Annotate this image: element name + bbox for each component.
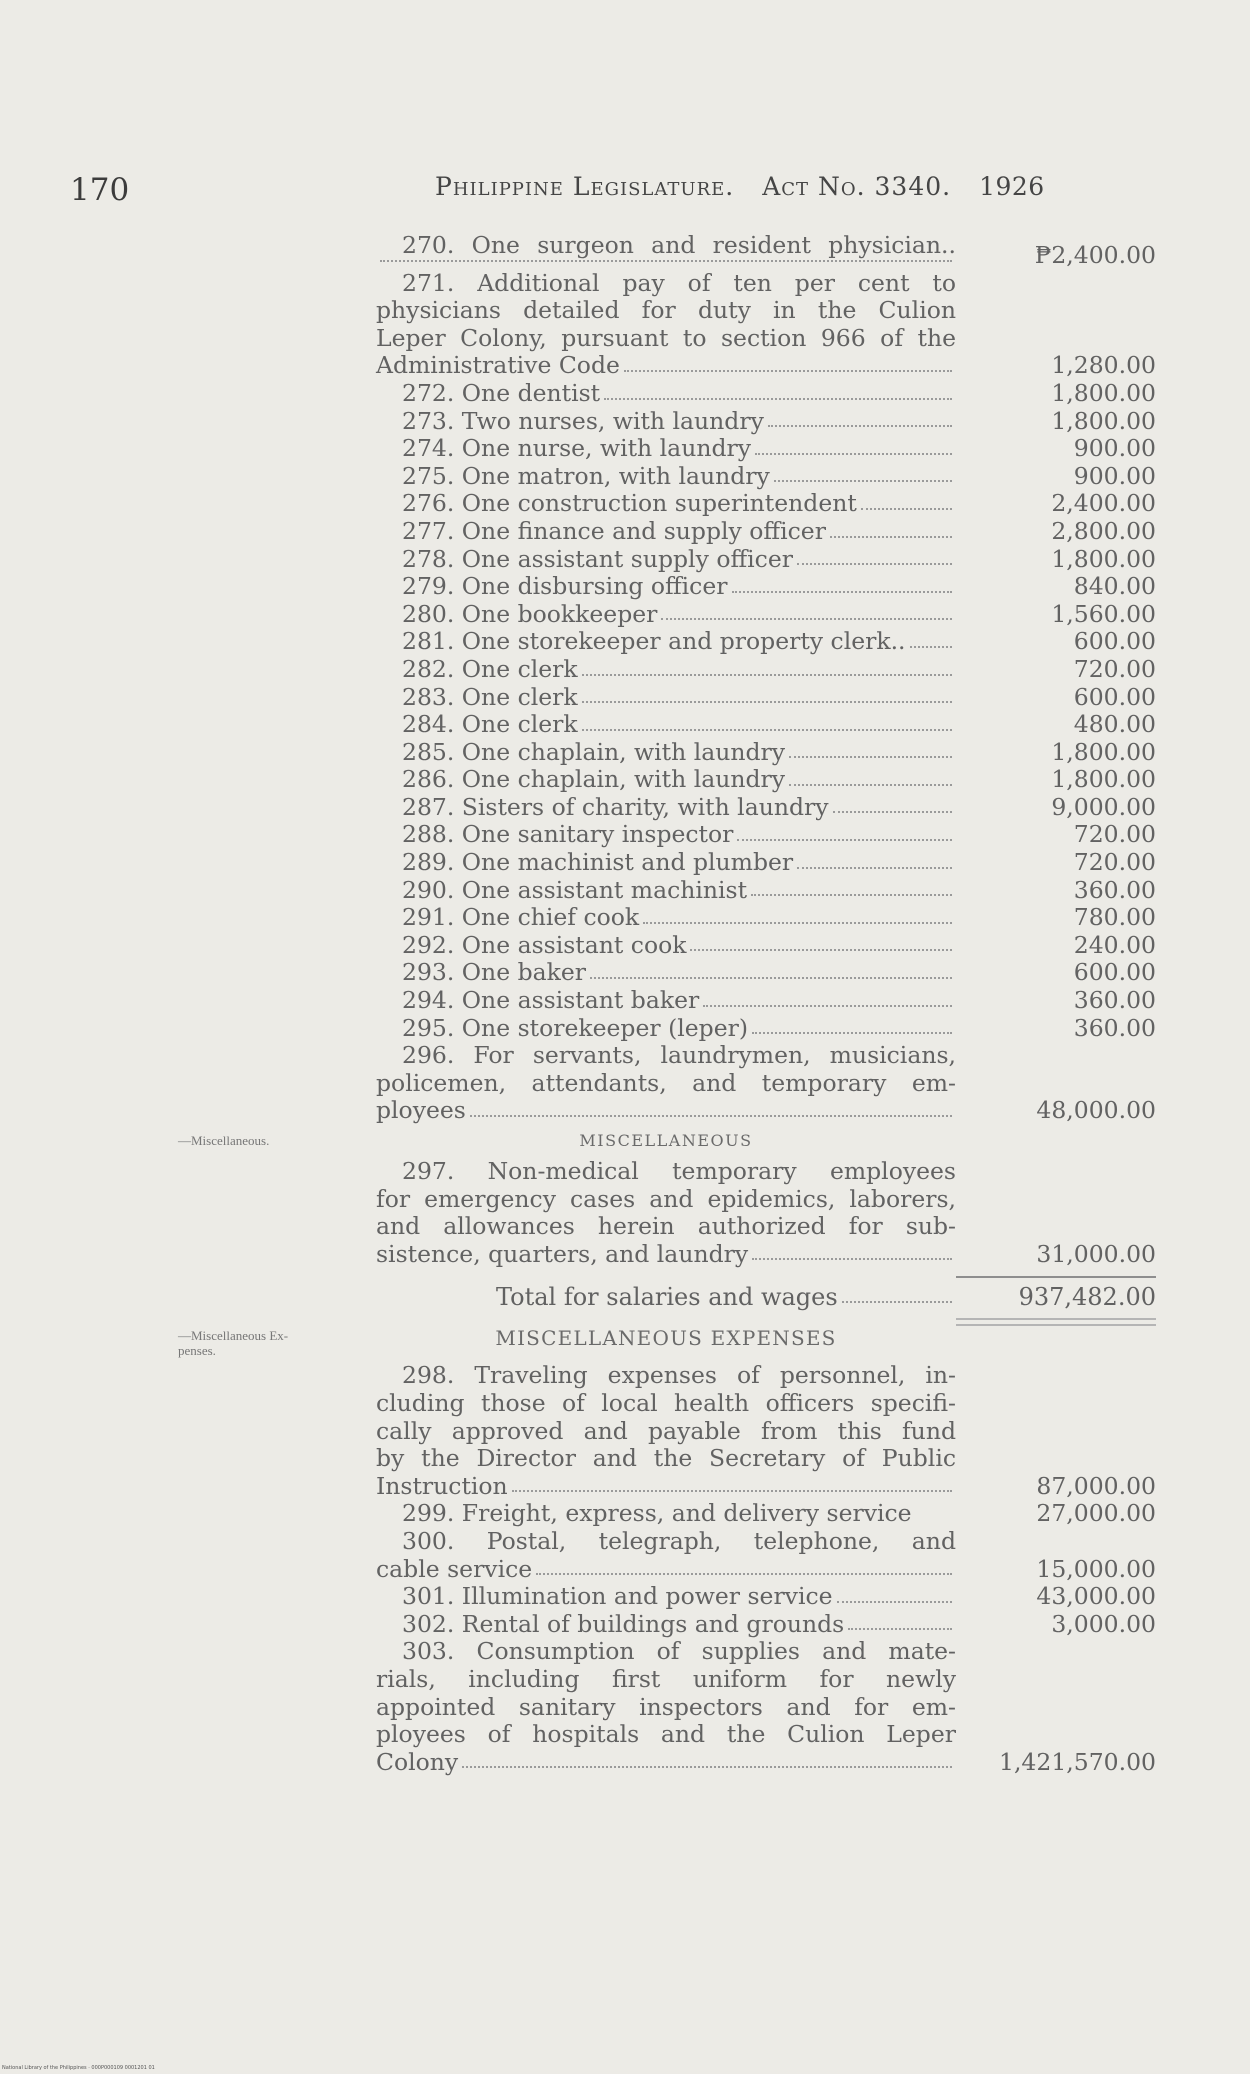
item-text-line — [376, 518, 956, 546]
dot-leader — [462, 1749, 952, 1769]
item-text-line — [376, 821, 956, 849]
item-text-line — [376, 877, 956, 905]
dot-leader — [848, 1611, 952, 1631]
item-amount: 720.00 — [1073, 654, 1156, 683]
item-amount: 480.00 — [1073, 710, 1156, 739]
line-item — [376, 1611, 1156, 1639]
item-last-text: Administrative Code — [376, 351, 620, 380]
item-text: 286. One chaplain, with laundry — [402, 765, 786, 794]
item-amount: 900.00 — [1073, 461, 1156, 490]
item-amount: ₱2,400.00 — [1034, 241, 1156, 269]
item-description — [376, 1158, 956, 1268]
total-double-rule — [956, 1318, 1156, 1326]
item-amount: 87,000.00 — [1036, 1471, 1156, 1500]
dot-leader — [789, 766, 952, 786]
item-text: 272. One dentist — [402, 378, 601, 407]
item-last-line — [376, 1473, 956, 1501]
item-last-text: Colony — [376, 1747, 459, 1776]
dot-leader — [752, 1241, 952, 1261]
item-line: by the Director and the Secretary of Public — [376, 1444, 956, 1473]
item-amount: 600.00 — [1073, 627, 1156, 656]
item-description — [376, 232, 956, 270]
running-head — [435, 172, 1045, 201]
item-text: 280. One bookkeeper — [402, 599, 658, 628]
line-item — [376, 849, 1156, 877]
dot-leader — [512, 1473, 952, 1493]
item-line: appointed sanitary inspectors and for em- — [376, 1692, 956, 1721]
item-text-line — [376, 794, 956, 822]
section-heading-miscellaneous: MISCELLANEOUS — [579, 1131, 753, 1150]
item-amount: 600.00 — [1073, 682, 1156, 711]
line-item — [376, 270, 1156, 380]
item-text: 276. One construction superintendent — [402, 489, 857, 518]
line-item — [376, 435, 1156, 463]
line-item — [376, 794, 1156, 822]
item-line: cluding those of local health officers specifi- — [376, 1388, 956, 1417]
item-amount: 2,800.00 — [1051, 516, 1156, 545]
item-text: 302. Rental of buildings and grounds — [402, 1609, 845, 1638]
item-line: ployees of hospitals and the Culion Leper — [376, 1720, 956, 1749]
dot-leader — [582, 684, 952, 704]
total-label: Total for salaries and wages — [496, 1283, 838, 1312]
dot-leader — [789, 739, 952, 759]
item-last-line — [376, 1749, 956, 1777]
dot-leader — [842, 1282, 952, 1303]
item-text-line — [376, 1500, 956, 1528]
item-amount: 1,800.00 — [1051, 544, 1156, 573]
item-text: 278. One assistant supply officer — [402, 544, 793, 573]
item-text: 289. One machinist and plumber — [402, 848, 794, 877]
item-text-line — [376, 711, 956, 739]
item-text: 301. Illumination and power service — [402, 1582, 833, 1611]
item-description — [376, 1528, 956, 1583]
item-text-line — [376, 628, 956, 656]
dot-leader — [380, 260, 952, 262]
dot-leader — [470, 1097, 952, 1117]
item-amount: 360.00 — [1073, 986, 1156, 1015]
item-line: physicians detailed for duty in the Culion — [376, 296, 956, 325]
item-text: 290. One assistant machinist — [402, 875, 748, 904]
item-line: cally approved and payable from this fund — [376, 1416, 956, 1445]
item-text-line — [376, 408, 956, 436]
item-amount: 1,800.00 — [1051, 765, 1156, 794]
item-line: 298. Traveling expenses of personnel, in- — [402, 1361, 956, 1390]
dot-leader — [751, 877, 952, 897]
item-line: 300. Postal, telegraph, telephone, and — [402, 1526, 956, 1555]
item-text: 281. One storekeeper and property clerk.. — [402, 627, 906, 656]
running-head-title: Philippine Legislature. — [435, 172, 735, 201]
item-text-line — [376, 684, 956, 712]
item-text: 291. One chief cook — [402, 903, 640, 932]
line-item — [376, 821, 1156, 849]
item-text-line — [376, 959, 956, 987]
dot-leader — [661, 601, 952, 621]
item-text-line — [376, 463, 956, 491]
item-amount: 1,800.00 — [1051, 737, 1156, 766]
item-amount: 720.00 — [1073, 820, 1156, 849]
item-description — [376, 1362, 956, 1500]
dot-leader — [732, 573, 953, 593]
line-item — [376, 1042, 1156, 1125]
line-item — [376, 1528, 1156, 1583]
item-text: 283. One clerk — [402, 682, 578, 711]
line-item — [376, 932, 1156, 960]
item-amount: 31,000.00 — [1036, 1239, 1156, 1268]
item-amount: 360.00 — [1073, 1013, 1156, 1042]
item-text-line — [376, 1611, 956, 1639]
margin-note-misc-expenses: —Miscellaneous Ex- penses. — [178, 1328, 289, 1358]
item-amount: 900.00 — [1073, 434, 1156, 463]
total-salaries-row — [376, 1282, 1156, 1312]
line-item — [376, 739, 1156, 767]
dot-leader — [861, 490, 952, 510]
item-amount: 360.00 — [1073, 875, 1156, 904]
total-label-line — [376, 1282, 956, 1312]
line-item — [376, 1158, 1156, 1268]
item-amount: 1,800.00 — [1051, 406, 1156, 435]
item-last-text: ployees — [376, 1096, 466, 1125]
page-number: 170 — [70, 172, 130, 208]
item-line: 303. Consumption of supplies and mate- — [402, 1637, 956, 1666]
item-text: 273. Two nurses, with laundry — [402, 406, 764, 435]
dot-leader — [582, 656, 952, 676]
item-text: 284. One clerk — [402, 710, 578, 739]
item-line: for emergency cases and epidemics, laborers, — [376, 1184, 956, 1213]
line-item — [376, 656, 1156, 684]
item-last-line — [376, 1097, 956, 1125]
running-head-act: Act No. 3340. — [762, 172, 952, 201]
item-text: 293. One baker — [402, 958, 587, 987]
item-line: rials, including first uniform for newly — [376, 1664, 956, 1693]
item-text-line — [376, 1583, 956, 1611]
dot-leader — [690, 932, 952, 952]
item-amount: 43,000.00 — [1036, 1582, 1156, 1611]
item-amount: 1,800.00 — [1051, 378, 1156, 407]
item-text-line — [376, 904, 956, 932]
line-item — [376, 904, 1156, 932]
line-item — [376, 601, 1156, 629]
item-text: 277. One finance and supply officer — [402, 516, 826, 545]
running-head-year: 1926 — [979, 172, 1045, 201]
dot-leader — [797, 546, 952, 566]
line-item — [376, 877, 1156, 905]
dot-leader — [737, 821, 952, 841]
item-description — [376, 1042, 956, 1125]
item-last-line — [376, 352, 956, 380]
item-text: 295. One storekeeper (leper) — [402, 1013, 749, 1042]
item-text: 279. One disbursing officer — [402, 572, 728, 601]
line-item — [376, 1362, 1156, 1500]
item-amount: 720.00 — [1073, 848, 1156, 877]
dot-leader — [604, 380, 952, 400]
item-text-line — [376, 546, 956, 574]
item-line: and allowances herein authorized for sub- — [376, 1212, 956, 1241]
section-heading-misc-expenses: MISCELLANEOUS EXPENSES — [495, 1326, 837, 1351]
item-description — [376, 1638, 956, 1776]
item-amount: 48,000.00 — [1036, 1096, 1156, 1125]
line-item — [376, 1015, 1156, 1043]
dot-leader — [837, 1583, 952, 1603]
item-last-line — [376, 1556, 956, 1584]
item-text: 274. One nurse, with laundry — [402, 434, 752, 463]
dot-leader — [774, 463, 952, 483]
footer-credit: National Library of the Philippines · 000P000109 0001201 01 — [2, 2065, 155, 2071]
item-text-line — [376, 573, 956, 601]
item-amount: 1,280.00 — [1051, 351, 1156, 380]
line-item — [376, 1638, 1156, 1776]
line-item — [376, 987, 1156, 1015]
item-last-text: cable service — [376, 1554, 533, 1583]
line-item — [376, 380, 1156, 408]
item-text-line — [376, 656, 956, 684]
item-description — [376, 270, 956, 380]
total-amount: 937,482.00 — [1018, 1283, 1156, 1312]
item-text: 292. One assistant cook — [402, 930, 687, 959]
item-text-line — [376, 849, 956, 877]
item-last-text: sistence, quarters, and laundry — [376, 1239, 749, 1268]
item-text-line — [376, 435, 956, 463]
item-text: 285. One chaplain, with laundry — [402, 737, 786, 766]
item-text-line — [376, 987, 956, 1015]
item-amount: 27,000.00 — [1036, 1499, 1156, 1528]
dot-leader — [590, 959, 952, 979]
total-rule — [956, 1276, 1156, 1278]
item-text: 275. One matron, with laundry — [402, 461, 770, 490]
dot-leader — [643, 904, 952, 924]
line-item — [376, 766, 1156, 794]
item-amount: 780.00 — [1073, 903, 1156, 932]
item-amount: 600.00 — [1073, 958, 1156, 987]
line-item — [376, 1500, 1156, 1528]
item-amount: 840.00 — [1073, 572, 1156, 601]
line-item — [376, 518, 1156, 546]
dot-leader — [755, 435, 952, 455]
line-item — [376, 463, 1156, 491]
item-text-line — [376, 1015, 956, 1043]
item-text-line — [376, 601, 956, 629]
item-text: 288. One sanitary inspector — [402, 820, 734, 849]
item-line: 297. Non-medical temporary employees — [402, 1157, 956, 1185]
item-last-text: Instruction — [376, 1471, 508, 1500]
item-amount: 1,421,570.00 — [999, 1747, 1156, 1776]
item-text-line — [376, 932, 956, 960]
dot-leader — [703, 987, 952, 1007]
dot-leader — [582, 711, 952, 731]
item-line: 271. Additional pay of ten per cent to — [402, 268, 956, 297]
item-text: 282. One clerk — [402, 654, 578, 683]
item-line: policemen, attendants, and temporary em- — [376, 1068, 956, 1097]
line-item — [376, 490, 1156, 518]
item-text-line — [376, 766, 956, 794]
item-amount: 15,000.00 — [1036, 1554, 1156, 1583]
item-text: 294. One assistant baker — [402, 986, 700, 1015]
dot-leader — [536, 1556, 952, 1576]
item-amount: 1,560.00 — [1051, 599, 1156, 628]
line-item — [376, 232, 1156, 270]
item-text-line — [376, 380, 956, 408]
item-amount: 240.00 — [1073, 930, 1156, 959]
item-text-line — [376, 490, 956, 518]
item-amount: 3,000.00 — [1051, 1609, 1156, 1638]
item-line: Leper Colony, pursuant to section 966 of the — [376, 323, 956, 352]
line-item — [376, 573, 1156, 601]
dot-leader — [752, 1015, 952, 1035]
dot-leader — [833, 794, 952, 814]
dot-leader — [624, 352, 952, 372]
item-last-line — [376, 1241, 956, 1269]
appropriation-list — [376, 232, 1156, 1776]
item-text: 287. Sisters of charity, with laundry — [402, 792, 829, 821]
item-text: 299. Freight, express, and delivery service — [402, 1499, 912, 1528]
dot-leader — [768, 408, 952, 428]
line-item — [376, 684, 1156, 712]
line-item — [376, 959, 1156, 987]
dot-leader — [797, 849, 952, 869]
line-item — [376, 546, 1156, 574]
item-text-line — [376, 739, 956, 767]
line-item — [376, 628, 1156, 656]
line-item — [376, 711, 1156, 739]
dot-leader — [910, 628, 952, 648]
margin-note-miscellaneous: —Miscellaneous. — [178, 1133, 270, 1148]
item-amount: 2,400.00 — [1051, 489, 1156, 518]
item-amount: 9,000.00 — [1051, 792, 1156, 821]
dot-leader — [830, 518, 952, 538]
line-item — [376, 408, 1156, 436]
line-item — [376, 1583, 1156, 1611]
item-line: 296. For servants, laundrymen, musicians, — [402, 1041, 956, 1070]
item-line: 270. One surgeon and resident physician.. — [402, 231, 956, 259]
